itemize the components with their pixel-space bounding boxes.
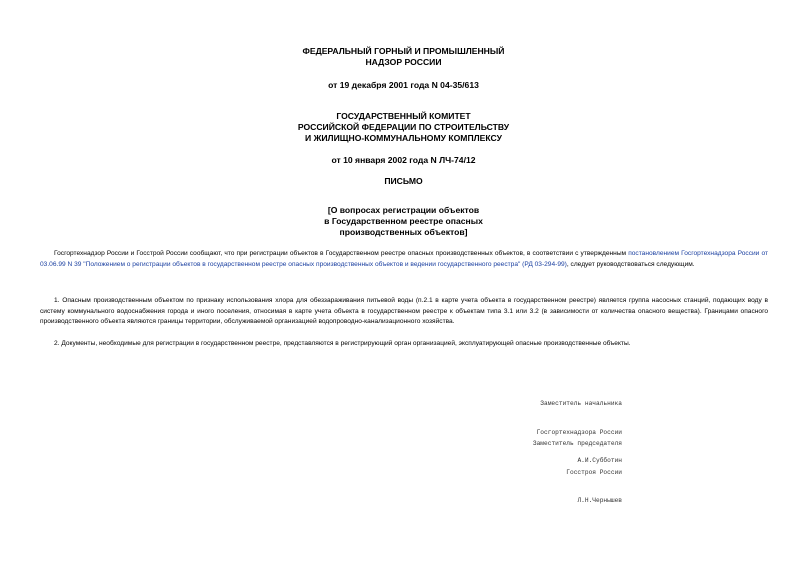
regulation-link[interactable]: постановлением Госгортехнадзора России от 03.06.99 N 39 "Положением о регистрации объектов в государственном реестре опасных производственных объектов и ведении государственного реестра" (РД 03-294-99) bbox=[40, 250, 768, 268]
signature-block-2 bbox=[533, 420, 622, 525]
signature-2-title-line1: Заместитель председателя bbox=[532, 440, 622, 447]
paragraph-item-1: 1. Опасным производственным объектом по признаку использования хлора для обеззараживания питьевой воды (п.2.1 в карте учета объекта в государственном реестре) является группа насосных станций, подающих воду в систему коммунального водоснабжения города и иного поселения, относимая в карте учета объекта в государственном реестре к объектам типа 3.1 или 3.2 (в зависимости от количества опасного вещества). Границами опасного производственного объекта являются границы территории, обслуживаемой организацией водопроводно-канализационного хозяйства. bbox=[40, 297, 768, 325]
agency1-line1: ФЕДЕРАЛЬНЫЙ ГОРНЫЙ И ПРОМЫШЛЕННЫЙ bbox=[302, 46, 505, 56]
signature-1-name: А.И.Субботин bbox=[577, 457, 622, 464]
agency2-date: от 10 января 2002 года N ЛЧ-74/12 bbox=[331, 155, 476, 165]
document-type: ПИСЬМО bbox=[384, 176, 423, 186]
agency1-line2: НАДЗОР РОССИИ bbox=[365, 57, 442, 67]
signature-1-title-line2: Госгортехнадзора России bbox=[536, 428, 622, 436]
agency2-line2: РОССИЙСКОЙ ФЕДЕРАЦИИ ПО СТРОИТЕЛЬСТВУ bbox=[297, 122, 510, 132]
signature-1-title-line1: Заместитель начальника bbox=[540, 400, 622, 407]
subject-line3: производственных объектов] bbox=[339, 227, 468, 237]
agency1-date: от 19 декабря 2001 года N 04-35/613 bbox=[328, 80, 479, 90]
intro-paragraph bbox=[40, 249, 768, 270]
agency1-heading bbox=[0, 46, 807, 68]
agency2-line3: И ЖИЛИЩНО-КОММУНАЛЬНОМУ КОМПЛЕКСУ bbox=[305, 133, 502, 143]
signature-2-title-line2: Госстроя России bbox=[566, 468, 622, 476]
intro-text-after: , следует руководствоваться следующим. bbox=[566, 260, 695, 268]
document-subject bbox=[0, 205, 807, 238]
signature-2-name: Л.Н.Чернышев bbox=[577, 497, 622, 504]
paragraph-item-2: 2. Документы, необходимые для регистрации в государственном реестре, представляются в регистрирующий орган организацией, эксплуатирующей опасные производственные объекты. bbox=[54, 340, 631, 347]
agency2-line1: ГОСУДАРСТВЕННЫЙ КОМИТЕТ bbox=[336, 111, 471, 121]
intro-text-before: Госгортехнадзор России и Госстрой России сообщают, что при регистрации объектов в Государственном реестре опасных производственных объектов, в соответствии с утвержденным bbox=[54, 250, 629, 257]
agency2-heading bbox=[0, 111, 807, 144]
subject-line1: [О вопросах регистрации объектов bbox=[327, 205, 480, 215]
subject-line2: в Государственном реестре опасных bbox=[324, 216, 483, 226]
